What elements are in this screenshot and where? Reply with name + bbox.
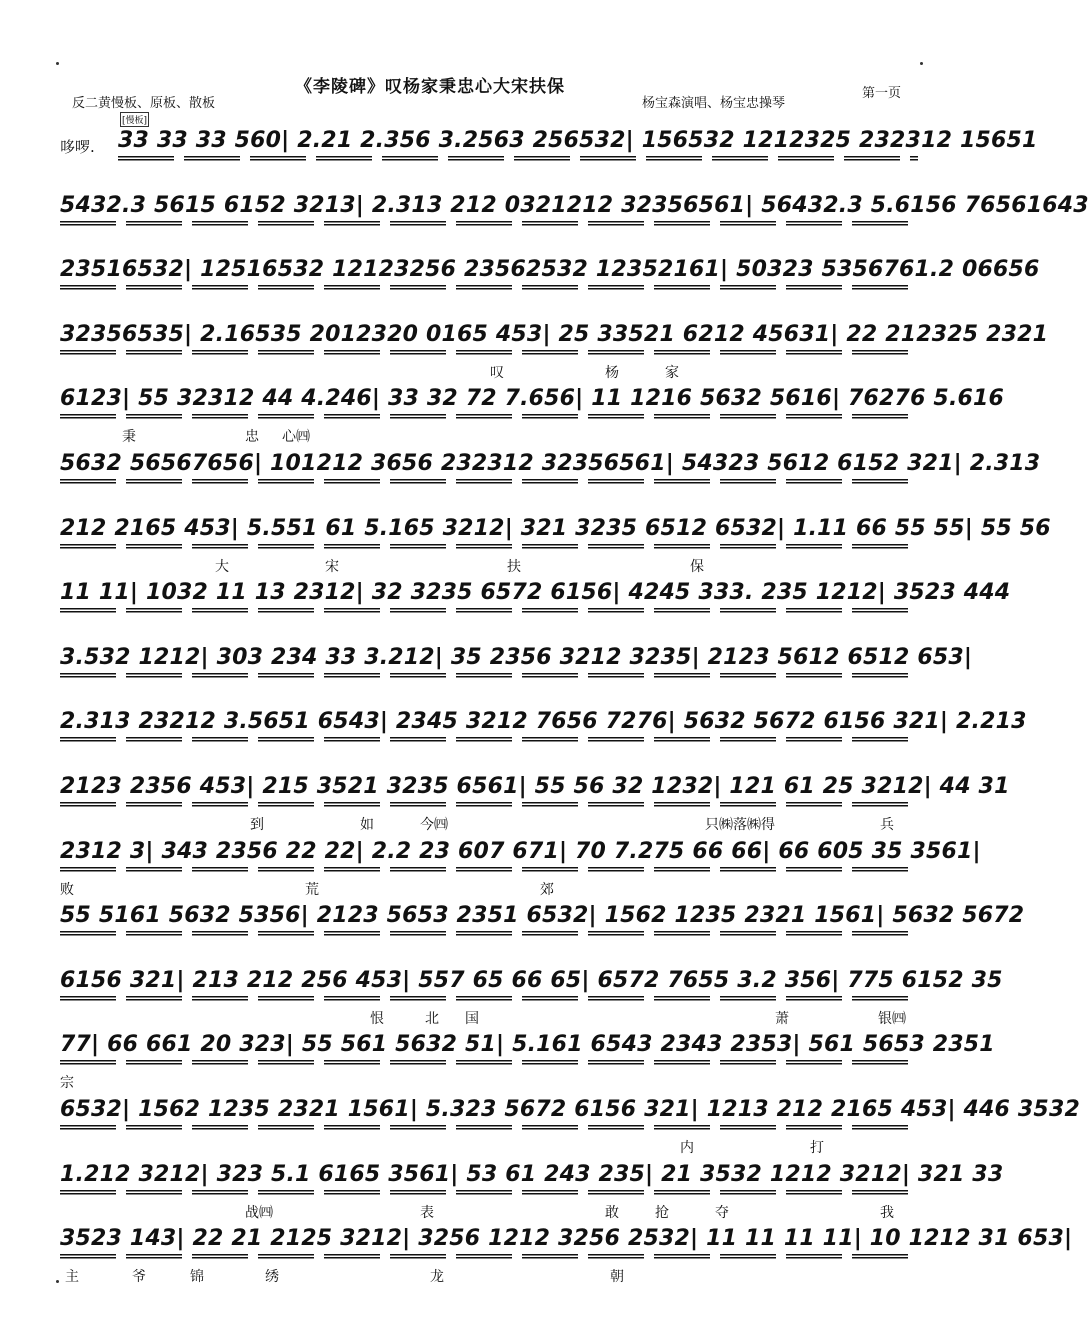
- notation-row: [60, 192, 1089, 233]
- jianpu-notes: 11 11| 1032 11 13 2312| 32 3235 6572 6156| 4245 333. 235 1212| 3523 444: [60, 580, 1011, 606]
- lyric-char: 保: [690, 558, 704, 575]
- beam-underlines: [60, 931, 918, 938]
- lyrics-line: [60, 556, 930, 576]
- beam-underlines: [60, 414, 918, 421]
- lyrics-line: [60, 1008, 930, 1028]
- lyric-char: 朝: [610, 1269, 624, 1286]
- lyric-char: 抢: [655, 1204, 669, 1221]
- beam-underlines: [60, 1060, 918, 1067]
- lyric-char: 国: [465, 1010, 479, 1027]
- notation-row: [60, 580, 1011, 620]
- lyric-char: 恨: [370, 1010, 384, 1027]
- beam-underlines: [60, 544, 918, 551]
- lyric-char: 家: [665, 364, 679, 381]
- page-title: 《李陵碑》叹杨家秉忠心大宋扶保: [295, 77, 565, 97]
- lyric-char: 龙: [430, 1269, 444, 1286]
- notation-row: [60, 321, 1049, 381]
- beam-underlines: [60, 1190, 918, 1197]
- lyric-char: 表: [420, 1204, 434, 1221]
- lyrics-line: [60, 1202, 930, 1222]
- lyric-char: 忠: [245, 429, 259, 446]
- lyric-char: 锦: [190, 1269, 204, 1286]
- jianpu-notes: 2123 2356 453| 215 3521 3235 6561| 55 56 32 1232| 121 61 25 3212| 44 31: [60, 774, 1010, 799]
- beam-underlines: [60, 350, 918, 357]
- beam-underlines: [60, 996, 918, 1003]
- lyric-char: 爷: [132, 1269, 146, 1286]
- lyric-char: 北: [425, 1010, 439, 1027]
- performers: 杨宝森演唱、杨宝忠操琴: [642, 96, 786, 111]
- lyric-char: 叹: [490, 364, 504, 381]
- notation-row: [60, 903, 1025, 943]
- lyric-char: 宋: [325, 558, 339, 575]
- lyrics-line: [60, 814, 930, 834]
- beam-underlines: [60, 1254, 918, 1261]
- lyric-char: 兵: [880, 817, 894, 833]
- lyric-char: 主: [65, 1269, 79, 1286]
- beam-underlines: [60, 867, 918, 874]
- jianpu-notes: 6123| 55 32312 44 4.246| 33 32 72 7.656| 11 1216 5632 5616| 76276 5.616: [60, 386, 1005, 412]
- corner-dot: [56, 62, 59, 65]
- notation-row: [60, 451, 1041, 491]
- beam-underlines: [118, 156, 918, 163]
- notation-row: [60, 1226, 1073, 1286]
- notation-row: [118, 128, 1038, 168]
- jianpu-notes: 32356535| 2.16535 2012320 0165 453| 25 33521 6212 45631| 22 212325 2321: [60, 321, 1049, 347]
- lyric-char: 萧: [775, 1010, 789, 1027]
- beam-underlines: [60, 608, 918, 615]
- lyric-char: 银㈣: [878, 1010, 906, 1027]
- jianpu-notes: 55 5161 5632 5356| 2123 5653 2351 6532| 1562 1235 2321 1561| 5632 5672: [60, 903, 1025, 929]
- notation-row: [60, 774, 1010, 833]
- jianpu-notes: 1.212 3212| 323 5.1 6165 3561| 53 61 243 235| 21 3532 1212 3212| 321 33: [60, 1161, 1004, 1187]
- jianpu-notes: 6532| 1562 1235 2321 1561| 5.323 5672 6156 321| 1213 212 2165 453| 446 3532: [60, 1097, 1080, 1122]
- notation-row: [60, 709, 1027, 749]
- jianpu-notes: 6156 321| 213 212 256 453| 557 65 66 65| 6572 7655 3.2 356| 775 6152 35: [60, 967, 1003, 993]
- lyric-char: 打: [810, 1140, 824, 1156]
- jianpu-notes: 2.313 23212 3.5651 6543| 2345 3212 7656 7276| 5632 5672 6156 321| 2.213: [60, 709, 1027, 735]
- beam-underlines: [60, 285, 918, 292]
- lyric-char: 郊: [540, 881, 554, 898]
- lyric-char: 战㈣: [245, 1204, 273, 1221]
- jianpu-notes: 3.532 1212| 303 234 33 3.212| 35 2356 3212 3235| 2123 5612 6512 653|: [60, 644, 973, 670]
- lyrics-line: [60, 1137, 930, 1157]
- tempo-marker: [慢板]: [120, 112, 149, 127]
- lyrics-line: [60, 1072, 930, 1092]
- lyric-char: 只㈱落㈱得: [705, 817, 775, 833]
- beam-underlines: [60, 221, 918, 228]
- jianpu-notes: 3523 143| 22 21 2125 3212| 3256 1212 3256 2532| 11 11 11 11| 10 1212 31 653|: [60, 1226, 1073, 1252]
- beam-underlines: [60, 673, 918, 680]
- notation-row: [60, 1097, 1080, 1156]
- lyric-char: 秉: [122, 429, 136, 446]
- lyric-char: 荒: [305, 881, 319, 898]
- notation-row: [60, 1032, 995, 1092]
- lyric-char: 今㈣: [420, 817, 448, 833]
- corner-dot: [920, 62, 923, 65]
- beam-underlines: [60, 737, 918, 744]
- lyric-char: 扶: [507, 558, 521, 575]
- lyric-char: 到: [250, 817, 264, 833]
- page-number: 第一页: [862, 86, 902, 101]
- lyrics-line: [60, 1266, 930, 1286]
- notation-row: [60, 386, 1005, 446]
- jianpu-notes: 33 33 33 560| 2.21 2.356 3.2563 256532| 156532 1212325 232312 15651: [118, 128, 1038, 153]
- lyric-char: 我: [880, 1204, 894, 1221]
- lyrics-line: [60, 362, 930, 382]
- jianpu-notes: 2312 3| 343 2356 22 22| 2.2 23 607 671| 70 7.275 66 66| 66 605 35 3561|: [60, 838, 981, 864]
- lyric-char: 内: [680, 1140, 694, 1156]
- lyrics-line: [60, 426, 930, 446]
- jianpu-notes: 77| 66 661 20 323| 55 561 5632 51| 5.161 6543 2343 2353| 561 5653 2351: [60, 1032, 995, 1058]
- lyric-char: 敢: [605, 1204, 619, 1221]
- lyric-char: 绣: [265, 1269, 279, 1286]
- notation-row: [60, 515, 1051, 575]
- lyric-char: 大: [215, 558, 229, 575]
- notation-row: [60, 257, 1040, 297]
- notation-row: [60, 644, 973, 685]
- jianpu-notes: 23516532| 12516532 12123256 23562532 12352161| 50323 5356761.2 06656: [60, 257, 1040, 283]
- notation-row: [60, 838, 981, 898]
- lyric-char: 宗: [60, 1075, 74, 1092]
- beam-underlines: [60, 1125, 918, 1132]
- intro-text: 哆啰.: [60, 138, 95, 156]
- jianpu-notes: 212 2165 453| 5.551 61 5.165 3212| 321 3235 6512 6532| 1.11 66 55 55| 55 56: [60, 515, 1051, 541]
- beam-underlines: [60, 479, 918, 486]
- jianpu-notes: 5432.3 5615 6152 3213| 2.313 212 0321212 32356561| 56432.3 5.6156 76561643: [60, 192, 1089, 218]
- lyric-char: 败: [60, 881, 74, 898]
- tempo-types: 反二黄慢板、原板、散板: [72, 96, 216, 111]
- lyric-char: 夺: [715, 1204, 729, 1221]
- corner-dot: [56, 1280, 59, 1283]
- lyric-char: 杨: [605, 364, 619, 381]
- beam-underlines: [60, 802, 918, 809]
- lyrics-line: [60, 879, 930, 899]
- lyric-char: 心㈣: [282, 429, 310, 446]
- jianpu-notes: 5632 56567656| 101212 3656 232312 32356561| 54323 5612 6152 321| 2.313: [60, 451, 1041, 476]
- lyric-char: 如: [360, 817, 374, 833]
- notation-row: [60, 1161, 1004, 1221]
- notation-row: [60, 967, 1003, 1027]
